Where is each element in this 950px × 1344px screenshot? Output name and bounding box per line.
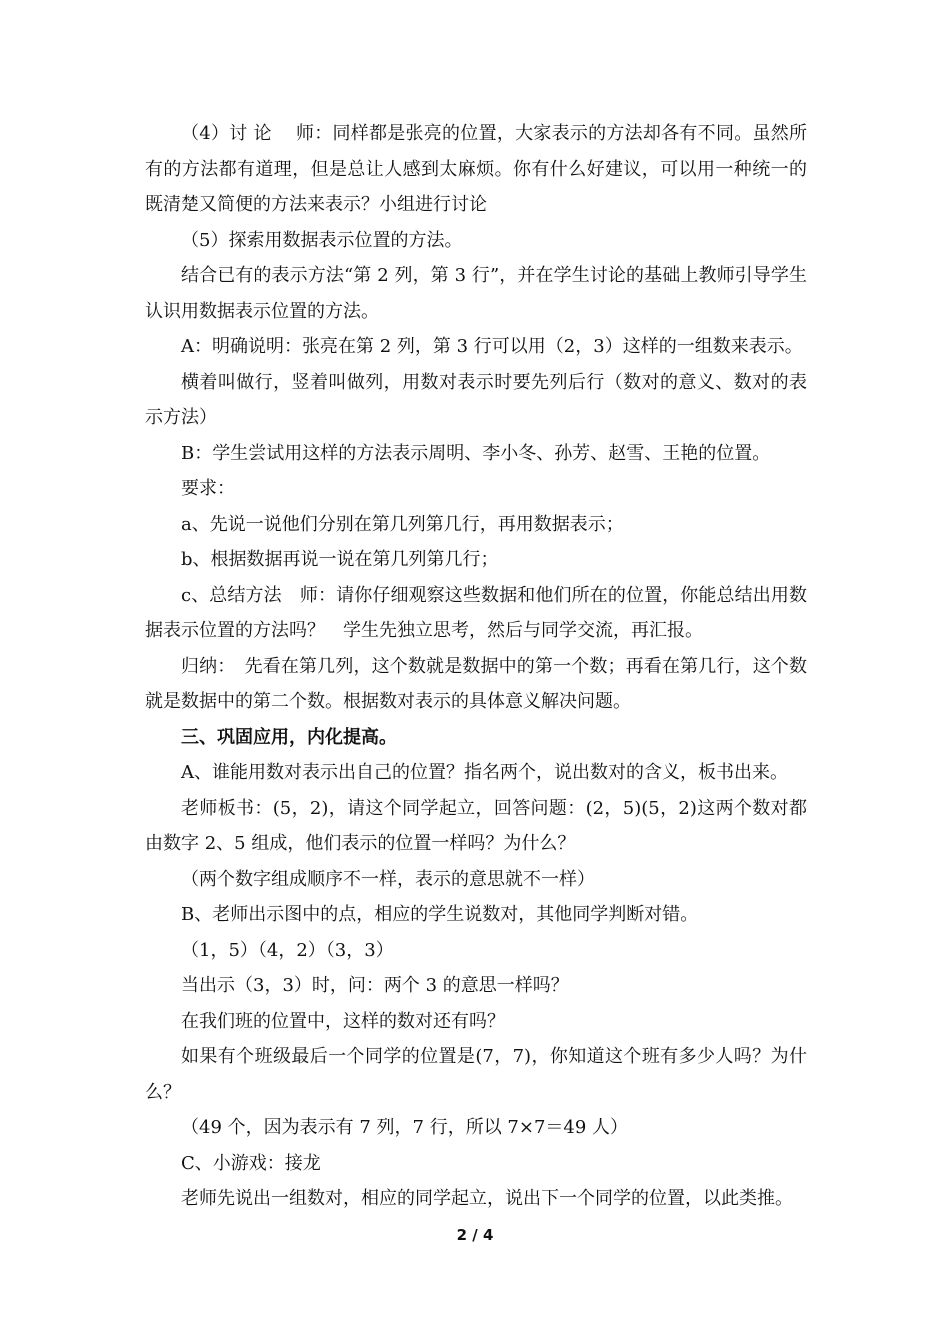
paragraph-b-try: B：学生尝试用这样的方法表示周明、李小冬、孙芳、赵雪、王艳的位置。 [181, 442, 771, 464]
paragraph-explore-method: （5）探索用数据表示位置的方法。 [181, 229, 463, 251]
paragraph-blackboard: 老师板书：(5，2)，请这个同学起立，回答问题：(2，5)(5，2)这两个数对都由数字 2、5 组成，他们表示的位置一样吗？为什么？ [145, 797, 807, 854]
document-body [145, 116, 807, 1217]
paragraph-combine-methods: 结合已有的表示方法“第 2 列，第 3 行”，并在学生讨论的基础上教师引导学生认识用数据表示位置的方法。 [145, 265, 807, 322]
paragraph-class-size-answer: （49 个，因为表示有 7 列，7 行，所以 7×7＝49 人） [181, 1117, 629, 1138]
paragraph-req-c: c、总结方法 师：请你仔细观察这些数据和他们所在的位置，你能总结出用数据表示位置的方法吗？ 学生先独立思考，然后与同学交流，再汇报。 [145, 584, 807, 641]
paragraph-activity-c: C、小游戏：接龙 [181, 1152, 321, 1174]
page-number: 2 / 4 [456, 1226, 494, 1244]
paragraph-coordinate-pairs: （1，5）（4，2）（3，3） [181, 939, 394, 961]
paragraph-class-pairs: 在我们班的位置中，这样的数对还有吗？ [181, 1010, 505, 1032]
paragraph-requirements: 要求： [181, 478, 235, 499]
section-heading-consolidate: 三、巩固应用，内化提高。 [181, 726, 397, 748]
paragraph-order-note: （两个数字组成顺序不一样，表示的意思就不一样） [181, 868, 595, 890]
paragraph-req-b: b、根据数据再说一说在第几列第几行； [181, 549, 499, 570]
paragraph-discussion: （4）讨 论 师：同样都是张亮的位置，大家表示的方法却各有不同。虽然所有的方法都有道理，但是总让人感到太麻烦。你有什么好建议，可以用一种统一的既清楚又简便的方法来表示？小组进行讨论 [145, 123, 807, 215]
paragraph-req-a: a、先说一说他们分别在第几列第几行，再用数据表示； [181, 513, 624, 535]
paragraph-row-column: 横着叫做行，竖着叫做列，用数对表示时要先列后行（数对的意义、数对的表示方法） [145, 371, 807, 428]
paragraph-class-size-question: 如果有个班级最后一个同学的位置是(7，7)，你知道这个班有多少人吗？为什么？ [145, 1046, 807, 1103]
paragraph-question-33: 当出示（3，3）时，问：两个 3 的意思一样吗？ [181, 975, 569, 996]
paragraph-game-rules: 老师先说出一组数对，相应的同学起立，说出下一个同学的位置，以此类推。 [181, 1188, 793, 1209]
paragraph-activity-a: A、谁能用数对表示出自己的位置？指名两个，说出数对的含义，板书出来。 [181, 762, 788, 783]
paragraph-summary: 归纳： 先看在第几列，这个数就是数据中的第一个数；再看在第几行，这个数就是数据中的第二个数。根据数对表示的具体意义解决问题。 [145, 655, 807, 712]
paragraph-a-explain: A：明确说明：张亮在第 2 列，第 3 行可以用（2，3）这样的一组数来表示。 [181, 336, 803, 357]
paragraph-activity-b: B、老师出示图中的点，相应的学生说数对，其他同学判断对错。 [181, 904, 699, 925]
